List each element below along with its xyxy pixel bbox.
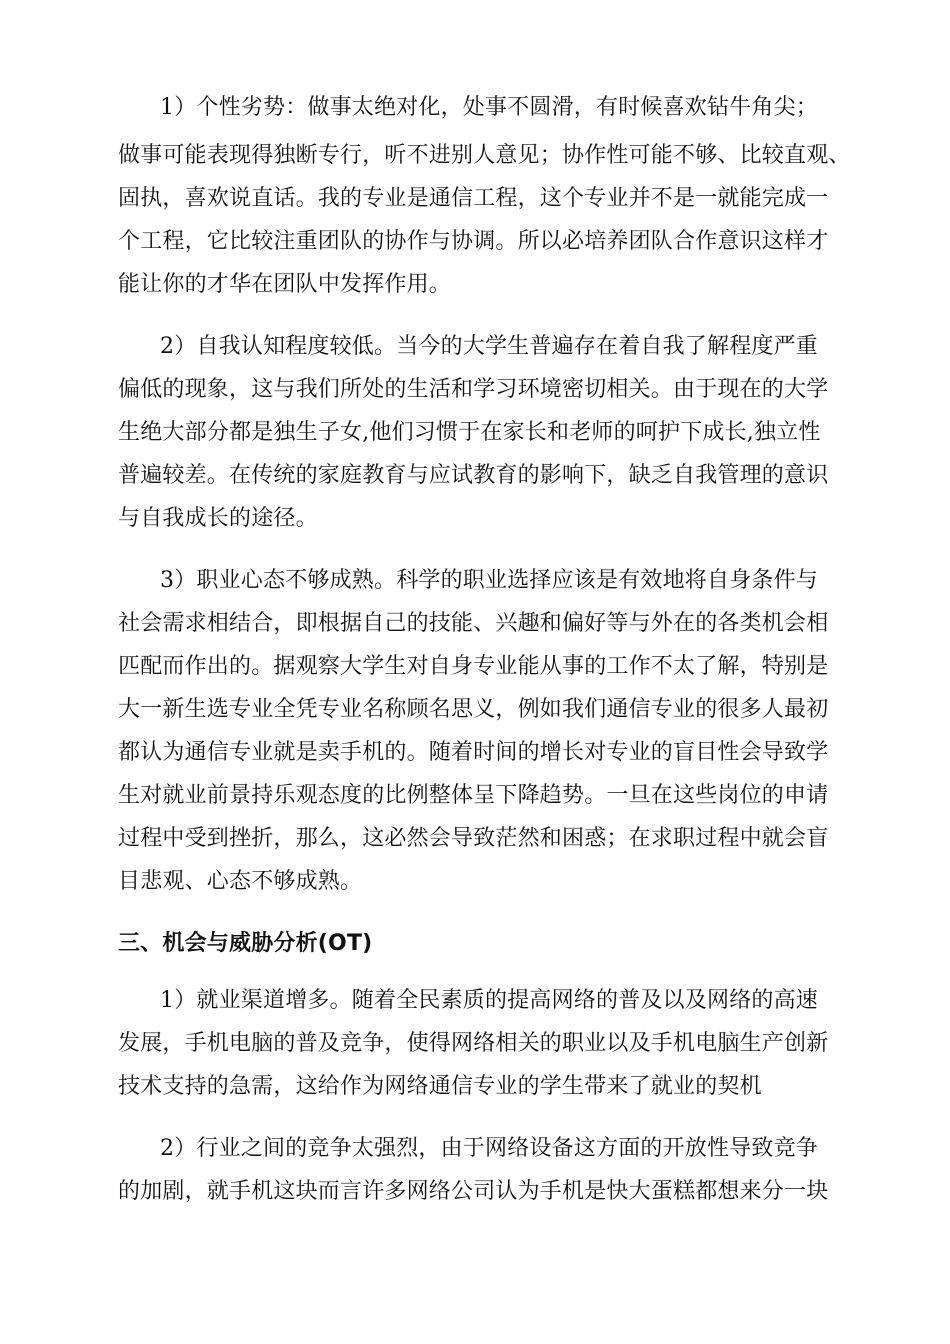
paragraph-3-line-4: 大一新生选专业全凭专业名称顾名思义，例如我们通信专业的很多人最初 <box>118 697 829 722</box>
paragraph-3-line-7: 过程中受到挫折，那么，这必然会导致茫然和困惑；在求职过程中就会盲 <box>118 826 829 851</box>
paragraph-2-line-5: 与自我成长的途径。 <box>118 506 318 531</box>
paragraph-4-line-2: 发展，手机电脑的普及竞争，使得网络相关的职业以及手机电脑生产创新 <box>118 1031 829 1056</box>
paragraph-1-line-1: 1）个性劣势：做事太绝对化，处事不圆滑，有时候喜欢钻牛角尖； <box>160 95 818 120</box>
paragraph-1-line-5: 能让你的才华在团队中发挥作用。 <box>118 272 452 297</box>
paragraph-1-line-4: 个工程，它比较注重团队的协作与协调。所以必培养团队合作意识这样才 <box>118 229 829 254</box>
paragraph-4-line-1: 1）就业渠道增多。随着全民素质的提高网络的普及以及网络的高速 <box>160 988 818 1013</box>
paragraph-1-line-2: 做事可能表现得独断专行，听不进别人意见；协作性可能不够、比较直观、 <box>118 143 851 168</box>
paragraph-3-line-6: 生对就业前景持乐观态度的比例整体呈下降趋势。一旦在这些岗位的申请 <box>118 783 829 808</box>
paragraph-3-line-2: 社会需求相结合，即根据自己的技能、兴趣和偏好等与外在的各类机会相 <box>118 611 829 636</box>
paragraph-3-line-3: 匹配而作出的。据观察大学生对自身专业能从事的工作不太了解，特别是 <box>118 654 829 679</box>
paragraph-5-line-1: 2）行业之间的竞争太强烈，由于网络设备这方面的开放性导致竞争 <box>160 1136 818 1161</box>
paragraph-2-line-2: 偏低的现象，这与我们所处的生活和学习环境密切相关。由于现在的大学 <box>118 377 829 402</box>
section-heading: 三、机会与威胁分析(OT) <box>118 931 373 956</box>
paragraph-4-line-3: 技术支持的急需，这给作为网络通信专业的学生带来了就业的契机 <box>118 1074 762 1099</box>
paragraph-2-line-3: 生绝大部分都是独生子女,他们习惯于在家长和老师的呵护下成长,独立性 <box>118 420 821 445</box>
paragraph-3-line-5: 都认为通信专业就是卖手机的。随着时间的增长对专业的盲目性会导致学 <box>118 740 829 765</box>
paragraph-2-line-4: 普遍较差。在传统的家庭教育与应试教育的影响下，缺乏自我管理的意识 <box>118 463 829 488</box>
paragraph-3-line-8: 目悲观、心态不够成熟。 <box>118 869 363 894</box>
paragraph-1-line-3: 固执，喜欢说直话。我的专业是通信工程，这个专业并不是一就能完成一 <box>118 186 829 211</box>
paragraph-3-line-1: 3）职业心态不够成熟。科学的职业选择应该是有效地将自身条件与 <box>160 568 818 593</box>
paragraph-5-line-2: 的加剧，就手机这块而言许多网络公司认为手机是快大蛋糕都想来分一块 <box>118 1179 829 1204</box>
paragraph-2-line-1: 2）自我认知程度较低。当今的大学生普遍存在着自我了解程度严重 <box>160 334 818 359</box>
